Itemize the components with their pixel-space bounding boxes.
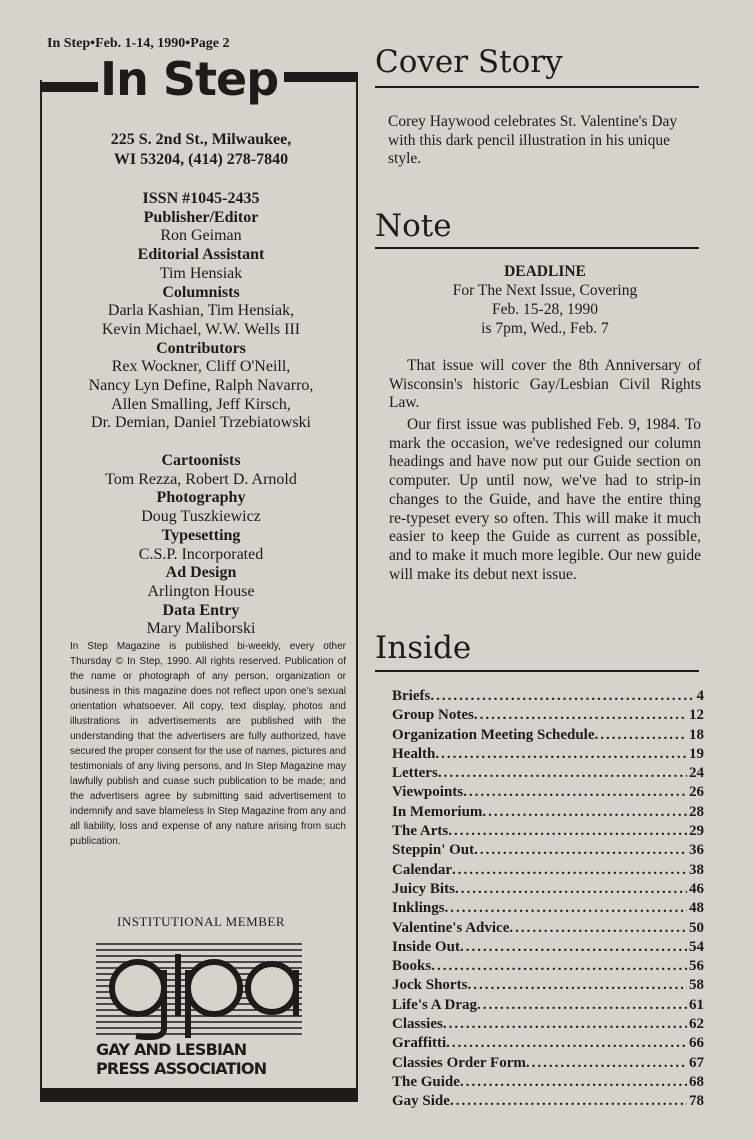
toc-item xyxy=(392,900,704,919)
toc-leader-dots xyxy=(455,881,687,898)
masthead-address xyxy=(42,130,360,170)
staff-name: Tom Rezza, Robert D. Arnold xyxy=(105,470,297,488)
glpa-logo-text xyxy=(96,1040,306,1078)
toc-leader-dots xyxy=(509,920,687,937)
staff-heading: Editorial Assistant xyxy=(137,246,265,264)
toc-leader-dots xyxy=(446,1035,687,1052)
staff-name: Kevin Michael, W.W. Wells III xyxy=(101,320,301,338)
staff-name: Allen Smalling, Jeff Kirsch, xyxy=(111,395,291,413)
toc-leader-dots xyxy=(526,1055,687,1072)
deadline-line: is 7pm, Wed., Feb. 7 xyxy=(481,320,609,337)
toc-page-number: 62 xyxy=(689,1016,704,1033)
running-head: In Step•Feb. 1-14, 1990•Page 2 xyxy=(47,36,230,51)
toc-leader-dots xyxy=(474,707,687,724)
glpa-line-1: GAY AND LESBIAN xyxy=(96,1040,247,1059)
note-paragraph-1: That issue will cover the 8th Anniversary of Wisconsin's historic Gay/Lesbian Civil Rights Law. xyxy=(389,357,701,412)
staff-name: Arlington House xyxy=(147,582,255,600)
toc-leader-dots xyxy=(450,1093,687,1110)
toc-label: Group Notes xyxy=(392,707,474,724)
staff-name: Nancy Lyn Define, Ralph Navarro, xyxy=(88,377,314,395)
toc-page-number: 29 xyxy=(689,823,704,840)
toc-label: Steppin' Out xyxy=(392,842,475,859)
toc-label: Classies xyxy=(392,1016,443,1033)
toc-item xyxy=(392,765,704,784)
staff-name: Mary Maliborski xyxy=(146,620,256,638)
toc-leader-dots xyxy=(448,823,687,840)
staff-list xyxy=(42,190,360,433)
toc-item xyxy=(392,842,704,861)
address-line-2: WI 53204, (414) 278-7840 xyxy=(113,151,289,168)
toc-leader-dots xyxy=(460,1074,687,1091)
cover-story-text: Corey Haywood celebrates St. Valentine's Day with this dark pencil illustration in his unique style. xyxy=(388,113,678,167)
toc-leader-dots xyxy=(467,977,687,994)
toc-label: The Arts xyxy=(392,823,449,840)
toc-leader-dots xyxy=(477,997,687,1014)
masthead-logo: In Step xyxy=(100,52,279,106)
masthead-rule-left xyxy=(40,82,98,92)
toc-leader-dots xyxy=(452,862,687,879)
address-line-1: 225 S. 2nd St., Milwaukee, xyxy=(110,131,292,148)
toc-leader-dots xyxy=(443,1016,687,1033)
toc-page-number: 56 xyxy=(689,958,704,975)
inside-title: Inside xyxy=(375,630,472,666)
staff-heading: Columnists xyxy=(162,283,240,301)
toc-page-number: 28 xyxy=(689,803,704,820)
toc-item xyxy=(392,1055,704,1074)
toc-leader-dots xyxy=(431,958,687,975)
toc-label: Briefs xyxy=(392,688,431,704)
toc-label: Gay Side xyxy=(392,1093,450,1110)
cover-story-rule xyxy=(375,86,699,88)
toc-page-number: 46 xyxy=(689,880,704,897)
toc-page-number: 61 xyxy=(689,996,704,1013)
toc-label: In Memorium xyxy=(392,803,483,820)
masthead-rule-right xyxy=(284,72,358,82)
toc-page-number: 12 xyxy=(689,707,704,724)
toc-item xyxy=(392,939,704,958)
toc-leader-dots xyxy=(474,842,687,859)
note-paragraph-2: Our first issue was published Feb. 9, 1984. To mark the occasion, we've redesigned our column headings and have now put our Guide section on computer. Up until now, we've had to strip-in changes to the Guide, and have the entire thing re-typeset every so often. This will make it much easier to keep the Guide as current as possible, and to make it much more legible. Our new guide will make its debut next issue. xyxy=(389,416,701,583)
issn: ISSN #1045-2435 xyxy=(142,190,260,207)
deadline-heading: DEADLINE xyxy=(504,263,586,280)
table-of-contents xyxy=(392,688,704,1113)
toc-label: Health xyxy=(392,745,436,762)
deadline-line: For The Next Issue, Covering xyxy=(452,282,638,299)
toc-label: The Guide xyxy=(392,1073,460,1090)
staff-name: Ron Geiman xyxy=(160,227,242,245)
toc-item xyxy=(392,688,704,707)
toc-page-number: 18 xyxy=(689,726,704,743)
deadline-block xyxy=(380,262,710,338)
toc-page-number: 4 xyxy=(696,688,704,704)
masthead-bottom-bar xyxy=(40,1088,358,1102)
toc-item xyxy=(392,746,704,765)
toc-page-number: 58 xyxy=(689,977,704,994)
toc-page-number: 38 xyxy=(689,861,704,878)
toc-item xyxy=(392,997,704,1016)
toc-item xyxy=(392,707,704,726)
toc-item xyxy=(392,804,704,823)
toc-page-number: 48 xyxy=(689,900,704,917)
toc-item xyxy=(392,823,704,842)
toc-label: Letters xyxy=(392,765,438,782)
toc-label: Jock Shorts xyxy=(392,977,468,994)
staff-list-2 xyxy=(42,452,360,639)
toc-leader-dots xyxy=(595,727,688,744)
staff-name: Darla Kashian, Tim Hensiak, xyxy=(107,302,295,320)
toc-leader-dots xyxy=(435,746,687,763)
toc-page-number: 19 xyxy=(689,745,704,762)
toc-label: Viewpoints xyxy=(392,784,464,801)
toc-item xyxy=(392,1093,704,1112)
toc-page-number: 54 xyxy=(689,938,704,955)
note-rule xyxy=(375,247,699,249)
toc-page-number: 50 xyxy=(689,919,704,936)
toc-page-number: 68 xyxy=(689,1073,704,1090)
staff-name: C.S.P. Incorporated xyxy=(138,545,264,563)
toc-page-number: 67 xyxy=(689,1054,704,1071)
cover-story-title: Cover Story xyxy=(375,44,563,80)
institutional-member-label: INSTITUTIONAL MEMBER xyxy=(116,914,286,929)
toc-page-number: 66 xyxy=(689,1035,704,1052)
toc-item xyxy=(392,958,704,977)
staff-heading: Ad Design xyxy=(165,564,237,582)
toc-item xyxy=(392,881,704,900)
toc-page-number: 36 xyxy=(689,842,704,859)
toc-page-number: 26 xyxy=(689,784,704,801)
toc-label: Books xyxy=(392,958,432,975)
staff-name: Doug Tuszkiewicz xyxy=(141,508,261,526)
toc-leader-dots xyxy=(445,900,687,917)
toc-label: Calendar xyxy=(392,861,452,878)
inside-rule xyxy=(375,670,699,672)
toc-item xyxy=(392,727,704,746)
toc-item xyxy=(392,920,704,939)
toc-leader-dots xyxy=(460,939,687,956)
toc-label: Life's A Drag xyxy=(392,996,477,1013)
toc-label: Valentine's Advice xyxy=(392,919,510,936)
toc-item xyxy=(392,862,704,881)
legal-disclaimer: In Step Magazine is published bi-weekly, every other Thursday © In Step, 1990. All rights reserved. Publication of the name or photograph of any person, organization or business in this magazine does not reflect upon one's sexual orientation whatsoever. All copy, text display, photos and illustrations in advertisements are published with the understanding that the advertisers are fully authorized, have secured the proper consent for the use of names, pictures and testimonials of any living persons, and In Step Magazine may lawfully publish and cuase such publication to be made; and the advertisers agree by submitting said advertisement to indemnify and save blameless In Step Magazine from any and all liability, loss and expense of any nature arising from such publication. xyxy=(70,641,346,847)
toc-item xyxy=(392,1035,704,1054)
toc-label: Graffitti xyxy=(392,1035,447,1052)
toc-label: Classies Order Form xyxy=(392,1054,526,1071)
glpa-line-2: PRESS ASSOCIATION xyxy=(96,1059,267,1078)
toc-leader-dots xyxy=(482,804,687,821)
toc-label: Inklings xyxy=(392,900,445,917)
toc-page-number: 24 xyxy=(689,765,704,782)
toc-item xyxy=(392,1016,704,1035)
toc-item xyxy=(392,977,704,996)
toc-page-number: 78 xyxy=(689,1093,704,1110)
toc-leader-dots xyxy=(430,688,694,705)
toc-label: Inside Out xyxy=(392,938,460,955)
staff-heading: Contributors xyxy=(156,339,246,357)
staff-name: Rex Wockner, Cliff O'Neill, xyxy=(111,358,291,376)
staff-heading: Photography xyxy=(156,489,246,507)
toc-leader-dots xyxy=(438,765,687,782)
staff-name: Tim Hensiak xyxy=(159,264,243,282)
note-title: Note xyxy=(375,208,452,244)
glpa-logo-icon xyxy=(96,940,302,1040)
staff-heading: Data Entry xyxy=(162,601,240,619)
staff-heading: Publisher/Editor xyxy=(143,208,259,226)
toc-item xyxy=(392,1074,704,1093)
staff-heading: Typesetting xyxy=(161,526,241,544)
toc-leader-dots xyxy=(463,784,687,801)
toc-label: Organization Meeting Schedule xyxy=(392,726,595,743)
toc-label: Juicy Bits xyxy=(392,880,455,897)
staff-heading: Cartoonists xyxy=(161,452,241,469)
staff-name: Dr. Demian, Daniel Trzebiatowski xyxy=(91,414,311,432)
toc-item xyxy=(392,784,704,803)
deadline-line: Feb. 15-28, 1990 xyxy=(492,301,598,318)
